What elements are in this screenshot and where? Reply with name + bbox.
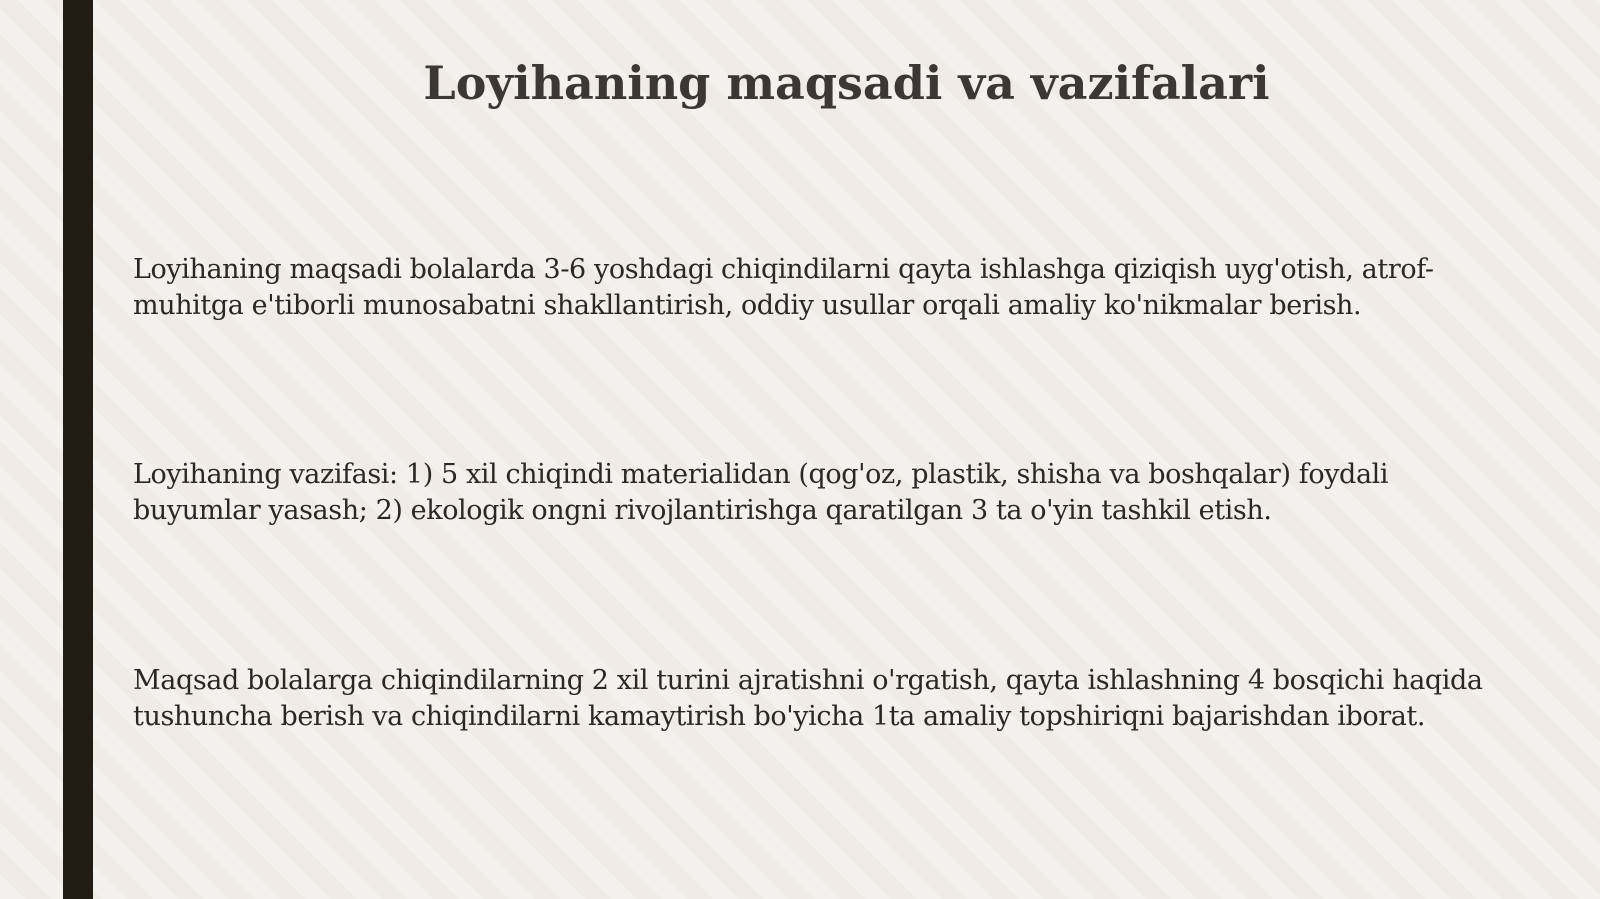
- slide-title: Loyihaning maqsadi va vazifalari: [423, 56, 1270, 110]
- paragraph-tasks: Loyihaning vazifasi: 1) 5 xil chiqindi materialidan (qog'oz, plastik, shisha va boshqalar) foydali buyumlar yasash; 2) ekologik ongni rivojlantirishga qaratilgan 3 ta o'yin tashkil etish.: [133, 459, 1389, 526]
- paragraph-goal: Loyihaning maqsadi bolalarda 3-6 yoshdagi chiqindilarni qayta ishlashga qiziqish uyg'otish, atrof-muhitga e'tiborli munosabatni shakllantirish, oddiy usullar orqali amaliy ko'nikmalar berish.: [133, 254, 1434, 321]
- accent-bar: [63, 0, 93, 899]
- paragraph-summary: Maqsad bolalarga chiqindilarning 2 xil turini ajratishni o'rgatish, qayta ishlashning 4 bosqichi haqida tushuncha berish va chiqindilarni kamaytirish bo'yicha 1ta amaliy topshiriqni bajarishdan iborat.: [133, 665, 1483, 732]
